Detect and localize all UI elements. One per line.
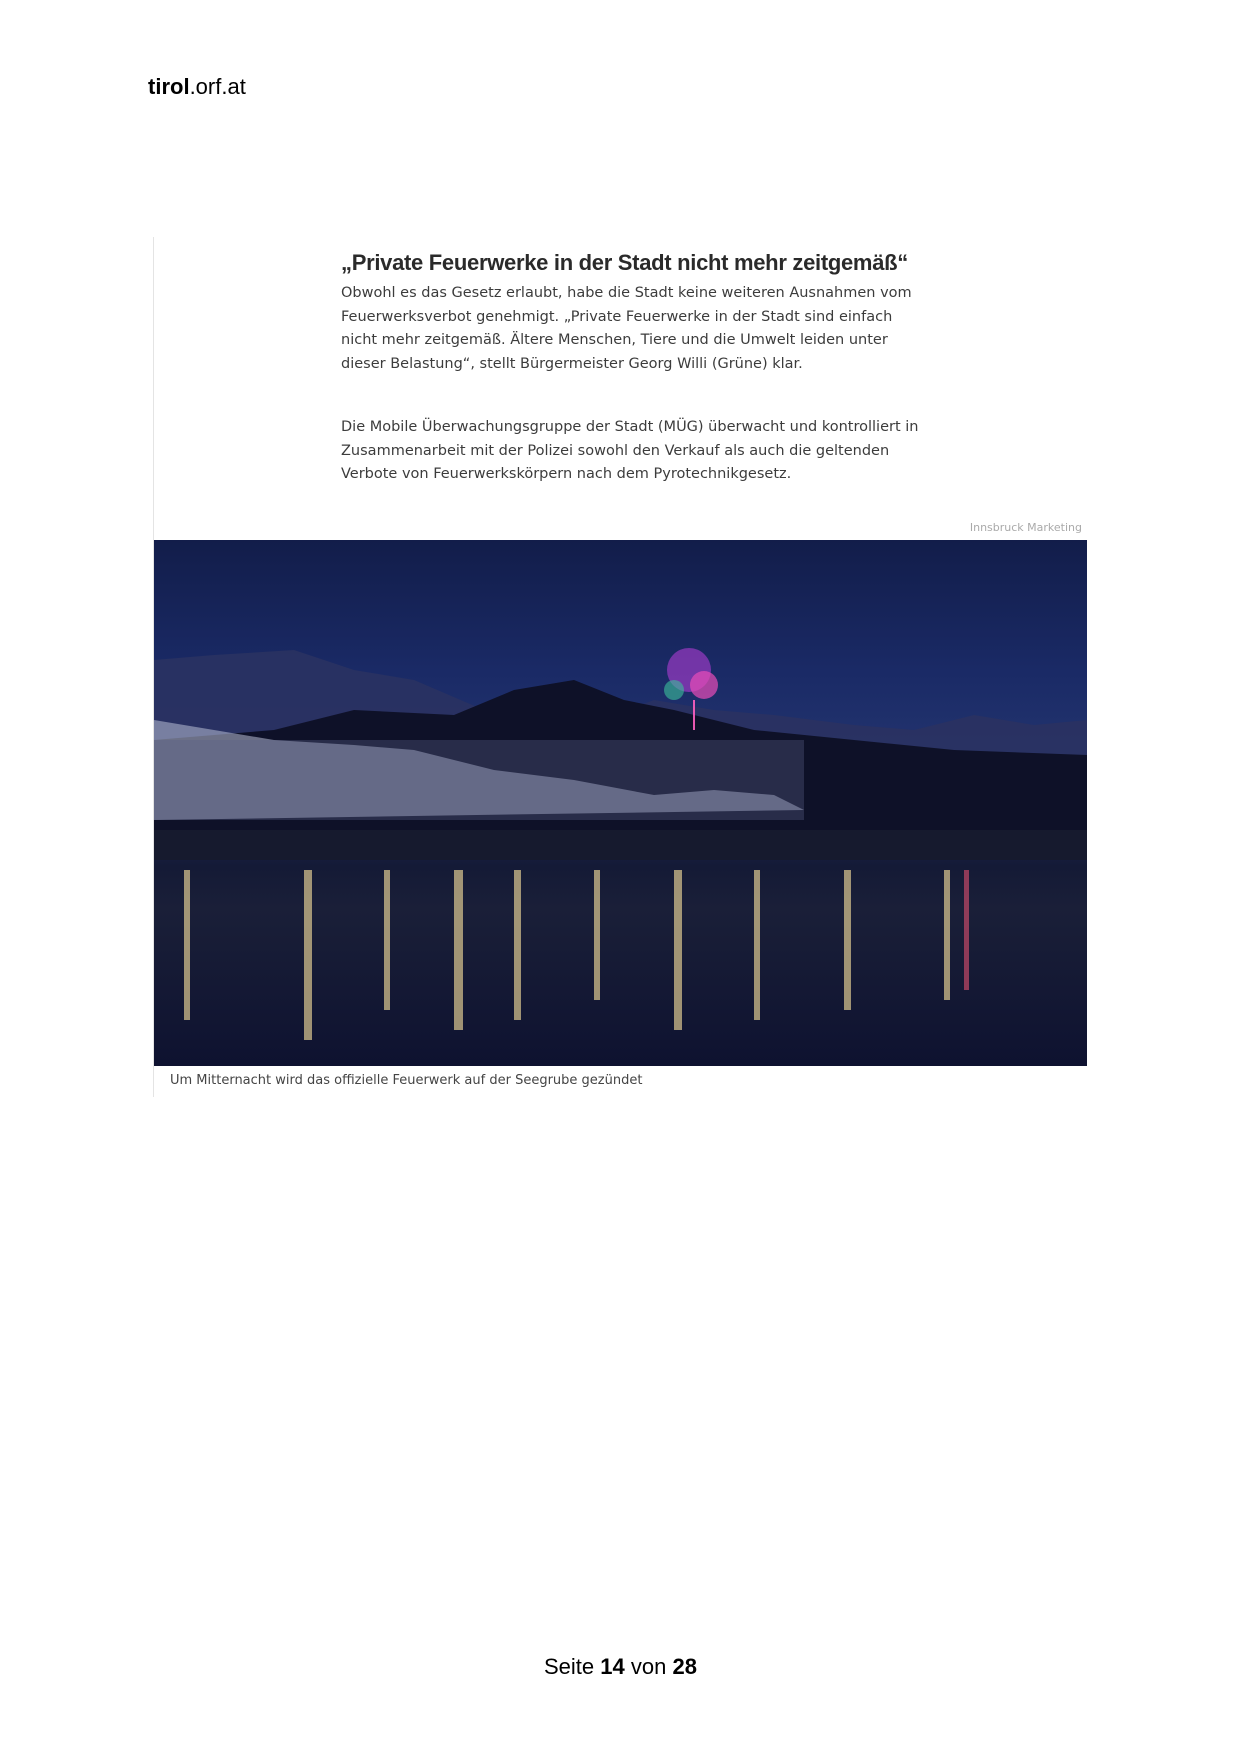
page-of-label: von xyxy=(630,1654,667,1679)
article-paragraph: Obwohl es das Gesetz erlaubt, habe die Stadt keine weiteren Ausnahmen vom Feuerwerksverbot genehmigt. „Private Feuerwerke in der Stadt sind einfach nicht mehr zeitgemäß. Ältere Menschen, Tiere und die Umwelt leiden unter dieser Belastung“, stellt Bürgermeister Georg Willi (Grüne) klar. xyxy=(341,285,912,372)
article-paragraph: Die Mobile Überwachungsgruppe der Stadt (MÜG) überwacht und kontrolliert in Zusammenarbeit mit der Polizei sowohl den Verkauf als auch die geltenden Verbote von Feuerwerkskörpern nach dem Pyrotechnikgesetz. xyxy=(341,419,919,482)
total-pages: 28 xyxy=(672,1654,697,1679)
site-name-domain: .orf.at xyxy=(189,74,246,99)
site-name-bold: tirol xyxy=(148,74,190,99)
site-name xyxy=(148,74,246,100)
article-photo xyxy=(154,540,1087,1066)
night-panorama-image xyxy=(154,540,1087,1066)
image-caption: Um Mitternacht wird das offizielle Feuerwerk auf der Seegrube gezündet xyxy=(170,1073,643,1088)
image-credit: Innsbruck Marketing xyxy=(969,521,1082,534)
page-number xyxy=(0,1654,1241,1680)
page-label: Seite xyxy=(544,1654,595,1679)
current-page: 14 xyxy=(600,1654,625,1679)
article-heading: „Private Feuerwerke in der Stadt nicht mehr zeitgemäß“ xyxy=(341,250,908,275)
